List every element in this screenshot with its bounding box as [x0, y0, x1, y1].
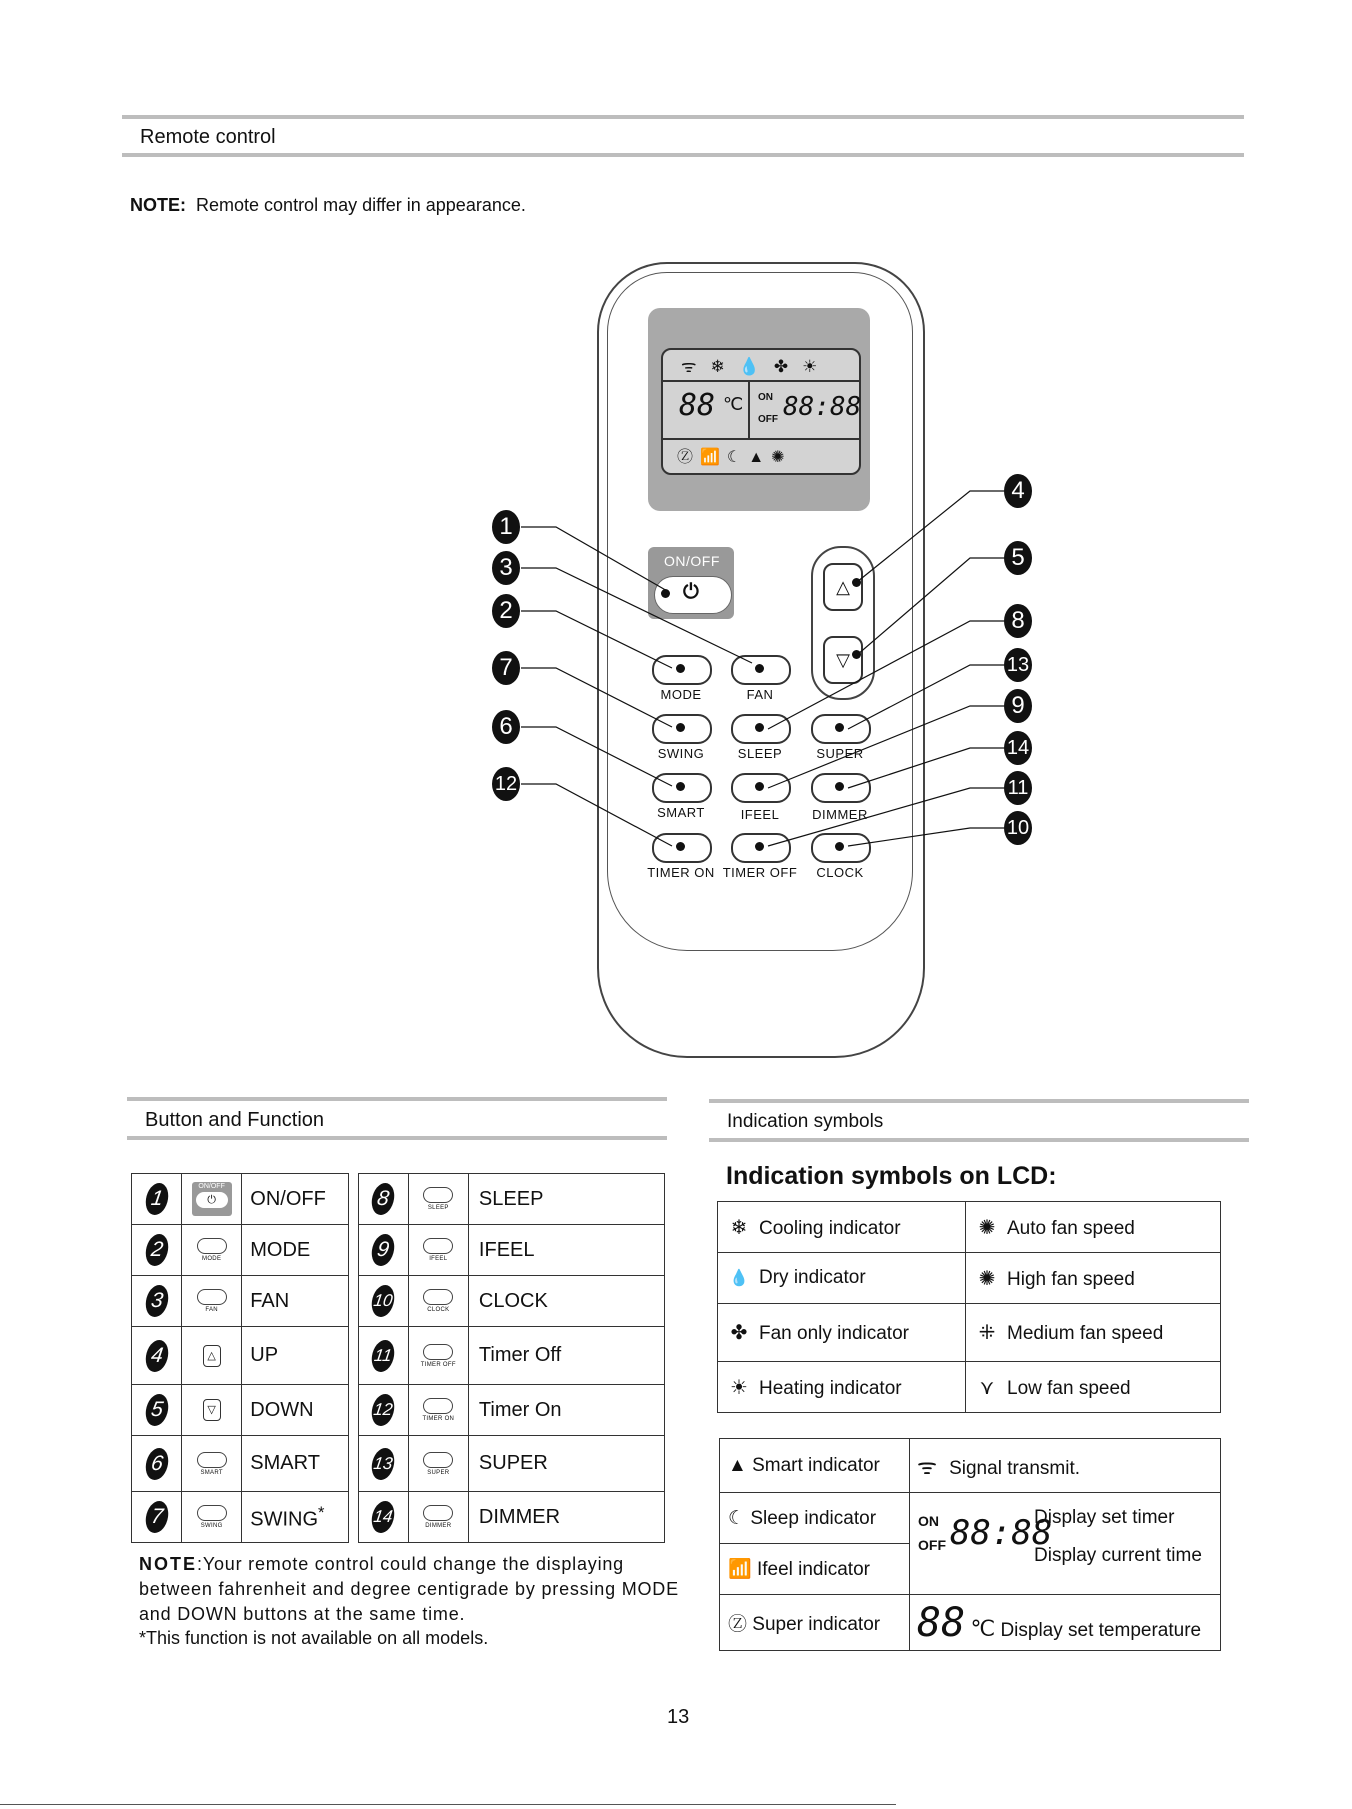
bf-number: 3	[143, 1285, 169, 1317]
page-title: Remote control	[140, 126, 276, 148]
callout-3: 3	[492, 551, 520, 585]
sleep-moon-icon: ☾	[728, 1507, 746, 1529]
lcd-temp-digits: 88	[917, 1599, 966, 1646]
callout-7: 7	[492, 651, 520, 685]
bf-note: NOTE:Your remote control could change the displaying between fahrenheit and degree centigrade by pressing MODE and DOWN buttons at the same time.	[139, 1554, 679, 1624]
power-icon: ⏻	[683, 581, 699, 603]
sleep-label: SLEEP	[737, 746, 783, 761]
bf-number: 2	[143, 1234, 169, 1266]
lcd-on-label: ON	[918, 1513, 939, 1529]
set-temp-text: Display set temperature	[1000, 1619, 1202, 1641]
sleep-mini-icon	[423, 1187, 453, 1203]
set-timer-text: Display set timer	[1034, 1507, 1175, 1528]
current-time-text: Display current time	[1034, 1545, 1202, 1566]
bf-row: 5 ▽ DOWN 12 TIMER ON Timer On	[132, 1385, 665, 1436]
timer-off-mini-icon	[423, 1344, 453, 1360]
ind-title: Indication symbols	[727, 1111, 884, 1132]
bf-number: 12	[370, 1394, 396, 1426]
bf-rule-top	[127, 1097, 667, 1101]
timer-off-label: TIMER OFF	[722, 865, 798, 880]
bf-number: 6	[143, 1448, 169, 1480]
up-mini-icon: △	[203, 1345, 221, 1367]
bf-label: UP	[242, 1327, 349, 1385]
asterisk-mark: *	[318, 1502, 325, 1522]
bf-label: SLEEP	[468, 1174, 664, 1225]
onoff-label: ON/OFF	[664, 553, 720, 569]
down-button[interactable]: ▽	[823, 636, 863, 684]
bf-number: 9	[370, 1234, 396, 1266]
callout-5: 5	[1004, 541, 1032, 575]
mode-label: MODE	[660, 687, 702, 702]
bf-number: 1	[143, 1183, 169, 1215]
temp-unit-symbol: ℃	[970, 1615, 996, 1641]
high-fan-icon: ✺	[978, 1267, 996, 1290]
ifeel-label: IFEEL	[740, 807, 780, 822]
lcd-mode-icons: ᯤ❄💧✤☀	[681, 357, 832, 376]
super-label: SUPER	[816, 746, 864, 761]
super-icon: Ⓩ	[728, 1614, 748, 1635]
onoff-mini-icon: ON/OFF ⏻	[192, 1182, 232, 1216]
callout-2: 2	[492, 594, 520, 628]
bf-footnote: *This function is not available on all models.	[139, 1628, 489, 1648]
lcd-time: 88:88	[783, 392, 862, 422]
smart-mini-icon	[197, 1452, 227, 1468]
bf-label: MODE	[242, 1225, 349, 1276]
lcd-on: ON	[758, 392, 773, 403]
bf-label: ON/OFF	[242, 1174, 349, 1225]
timer-on-label: TIMER ON	[647, 865, 715, 880]
bf-label: Timer Off	[468, 1327, 664, 1385]
indication-table-1: ❄ Cooling indicator ✺ Auto fan speed 💧 Dry indicator ✺ High fan speed ✤ Fan only indicator ⁜ Medium fan speed ☀ Heating indicator ⋎ Low fan speed	[717, 1201, 1221, 1413]
bf-number: 7	[143, 1501, 169, 1533]
bf-number: 10	[370, 1285, 396, 1317]
low-fan-icon: ⋎	[979, 1376, 995, 1399]
fan-mini-icon	[197, 1289, 227, 1305]
bf-row: 7 SWING SWING* 14 DIMMER DIMMER	[132, 1492, 665, 1543]
up-button[interactable]: △	[823, 563, 863, 611]
bf-row: 4 △ UP 11 TIMER OFF Timer Off	[132, 1327, 665, 1385]
sun-icon: ☀	[730, 1376, 748, 1399]
drop-icon: 💧	[729, 1270, 749, 1287]
callout-14: 14	[1004, 731, 1032, 765]
button-function-table	[131, 1173, 665, 1543]
bf-label: SMART	[242, 1436, 349, 1492]
clock-label: CLOCK	[816, 865, 864, 880]
mode-mini-icon	[197, 1238, 227, 1254]
callout-13: 13	[1004, 648, 1032, 682]
callout-10: 10	[1004, 811, 1032, 845]
bf-number: 13	[370, 1448, 396, 1480]
bf-number: 8	[370, 1183, 396, 1215]
bf-label: DOWN	[242, 1385, 349, 1436]
fan-label: FAN	[746, 687, 774, 702]
dimmer-mini-icon	[423, 1505, 453, 1521]
ifeel-mini-icon	[423, 1238, 453, 1254]
lcd-status-icons: Ⓩ📶☾▲✺	[677, 449, 792, 466]
page-number: 13	[667, 1706, 690, 1728]
indication-table-2: ▲ Smart indicator ᯤ Signal transmit. ☾ Sleep indicator ON OFF 88:88 Display set timer Display current time 📶 Ifeel indicator Ⓩ Super indicator 88 ℃ Display set temperature	[719, 1438, 1221, 1651]
callout-12: 12	[492, 767, 520, 801]
callout-9: 9	[1004, 689, 1032, 723]
callout-11: 11	[1004, 771, 1032, 805]
snowflake-icon: ❄	[730, 1216, 748, 1239]
bf-number: 11	[370, 1340, 396, 1372]
bf-rule-bottom	[127, 1136, 667, 1140]
bf-label: FAN	[242, 1276, 349, 1327]
bf-number: 5	[143, 1394, 169, 1426]
bf-number: 4	[143, 1340, 169, 1372]
lcd-time-digits: 88:88	[950, 1513, 1053, 1553]
bf-row: 6 SMART SMART 13 SUPER SUPER	[132, 1436, 665, 1492]
ind-rule-bottom	[709, 1138, 1249, 1142]
bf-title: Button and Function	[145, 1109, 325, 1131]
callout-4: 4	[1004, 474, 1032, 508]
lcd-temp: 88	[679, 388, 716, 423]
ifeel-icon: 📶	[728, 1559, 752, 1580]
clock-mini-icon	[423, 1289, 453, 1305]
lcd-temp-unit: ℃	[723, 394, 744, 414]
bf-label: SWING	[250, 1508, 319, 1531]
bf-row: 1 ON/OFF ⏻ ON/OFF 8 SLEEP SLEEP	[132, 1174, 665, 1225]
bf-number: 14	[370, 1501, 396, 1533]
bf-label: CLOCK	[468, 1276, 664, 1327]
super-mini-icon	[423, 1452, 453, 1468]
callout-1: 1	[492, 510, 520, 544]
bf-label: SUPER	[468, 1436, 664, 1492]
lcd-off-label: OFF	[918, 1537, 946, 1553]
smart-triangle-icon: ▲	[728, 1454, 747, 1476]
bf-row: 3 FAN FAN 10 CLOCK CLOCK	[132, 1276, 665, 1327]
callout-6: 6	[492, 710, 520, 744]
ind-rule-top	[709, 1099, 1249, 1103]
swing-mini-icon	[197, 1505, 227, 1521]
signal-icon: ᯤ	[917, 1453, 938, 1479]
bottom-rule	[0, 1804, 896, 1805]
bf-row: 2 MODE MODE 9 IFEEL IFEEL	[132, 1225, 665, 1276]
ind-heading: Indication symbols on LCD:	[726, 1162, 1057, 1190]
dimmer-label: DIMMER	[812, 807, 868, 822]
fan-icon: ✤	[730, 1322, 748, 1344]
timer-on-mini-icon	[423, 1398, 453, 1414]
bf-label: Timer On	[468, 1385, 664, 1436]
callout-8: 8	[1004, 604, 1032, 638]
swing-label: SWING	[657, 746, 705, 761]
bf-label: DIMMER	[468, 1492, 664, 1543]
medium-fan-icon: ⁜	[978, 1322, 996, 1344]
auto-fan-icon: ✺	[978, 1216, 996, 1239]
lcd-off: OFF	[758, 414, 778, 425]
remote-note: NOTE: Remote control may differ in appearance.	[130, 195, 526, 215]
down-mini-icon: ▽	[203, 1399, 221, 1421]
bf-label: IFEEL	[468, 1225, 664, 1276]
smart-label: SMART	[657, 805, 705, 820]
